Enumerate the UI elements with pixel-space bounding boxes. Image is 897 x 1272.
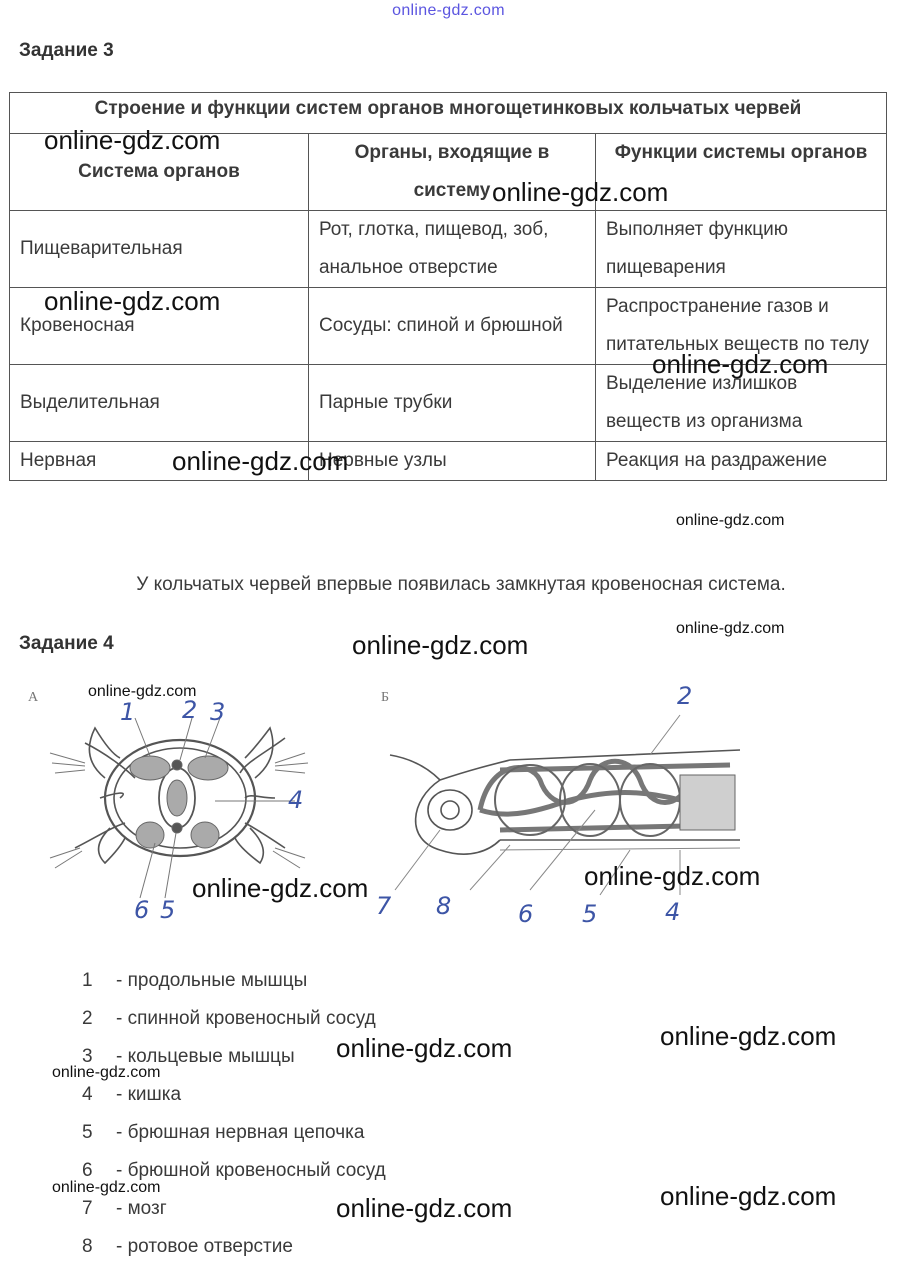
legend-number: 1 (82, 970, 93, 991)
table-cell: Выполняет функцию пищеварения (595, 211, 886, 288)
legend-number: 3 (82, 1046, 93, 1067)
figure-b-label: 7 (376, 892, 392, 920)
watermark: online-gdz.com (44, 125, 221, 155)
watermark: online-gdz.com (652, 349, 829, 379)
figure-a-label: 6 (134, 896, 150, 924)
task3-heading: Задание 3 (19, 40, 114, 61)
legend-text: - продольные мышцы (116, 970, 308, 991)
watermark: online-gdz.com (88, 683, 197, 700)
watermark: online-gdz.com (584, 861, 761, 891)
legend-number: 7 (82, 1198, 93, 1219)
table-cell: Распространение газов и питательных веществ по телу (595, 288, 886, 365)
legend-text: - брюшной кровеносный сосуд (116, 1160, 386, 1181)
figure-a-label: 5 (160, 896, 176, 924)
figure-b-label: 5 (582, 900, 598, 928)
conclusion-sentence: У кольчатых червей впервые появилась замкнутая кровеносная система. (136, 574, 786, 595)
table-caption: Строение и функции систем органов многощетинковых кольчатых червей (10, 93, 887, 134)
legend-number: 5 (82, 1122, 93, 1143)
column-header: Органы, входящие в систему (308, 134, 595, 211)
legend-text: - брюшная нервная цепочка (116, 1122, 365, 1143)
table-cell: Нервная (10, 442, 309, 481)
legend-item (82, 1122, 364, 1144)
task4-heading: Задание 4 (19, 633, 114, 654)
legend-item (82, 1236, 293, 1258)
watermark: online-gdz.com (336, 1033, 513, 1063)
column-header: Система органов (10, 134, 309, 211)
legend-number: 6 (82, 1160, 93, 1181)
watermark: online-gdz.com (44, 286, 221, 316)
figure-b-label: 4 (665, 898, 681, 926)
watermark: online-gdz.com (172, 446, 349, 476)
legend-text: - ротовое отверстие (116, 1236, 293, 1257)
legend-text: - мозг (116, 1198, 167, 1219)
watermark: online-gdz.com (660, 1181, 837, 1211)
figure-b-label: 6 (518, 900, 534, 928)
legend-number: 4 (82, 1084, 93, 1105)
watermark: online-gdz.com (492, 177, 669, 207)
table-row (10, 211, 887, 288)
legend-item (82, 1008, 376, 1030)
figure-b-label: 2 (677, 682, 693, 710)
figure-b-letter: Б (381, 690, 390, 705)
table-cell: Сосуды: спиной и брюшной (308, 288, 595, 365)
column-header: Функции системы органов (595, 134, 886, 211)
legend-item (82, 1084, 181, 1106)
table-cell: Кровеносная (10, 288, 309, 365)
watermark: online-gdz.com (660, 1021, 837, 1051)
figure-a-label: 2 (182, 696, 198, 724)
watermark: online-gdz.com (676, 620, 785, 637)
figure-a-label: 1 (120, 698, 136, 726)
legend-text: - кишка (116, 1084, 182, 1105)
site-watermark-top[interactable]: online-gdz.com (392, 2, 505, 19)
watermark: online-gdz.com (52, 1064, 161, 1081)
table-cell: Выделение излишков веществ из организма (595, 365, 886, 442)
watermark: online-gdz.com (52, 1179, 161, 1196)
table-cell: Реакция на раздражение (595, 442, 886, 481)
table-cell: Нервные узлы (308, 442, 595, 481)
figure-a-label: 4 (288, 786, 304, 814)
watermark: online-gdz.com (352, 630, 529, 660)
figure-a-label: 3 (210, 698, 226, 726)
legend-item (82, 1198, 167, 1220)
legend-text: - кольцевые мышцы (116, 1046, 295, 1067)
figure-b-label: 8 (436, 892, 452, 920)
table-cell: Парные трубки (308, 365, 595, 442)
table-row (10, 442, 887, 481)
table-cell: Выделительная (10, 365, 309, 442)
table-cell: Пищеварительная (10, 211, 309, 288)
table-cell: Рот, глотка, пищевод, зоб, анальное отверстие (308, 211, 595, 288)
watermark: online-gdz.com (336, 1193, 513, 1223)
legend-text: - спинной кровеносный сосуд (116, 1008, 376, 1029)
legend-number: 2 (82, 1008, 93, 1029)
figure-a-letter: А (28, 690, 39, 705)
watermark: online-gdz.com (192, 873, 369, 903)
legend-number: 8 (82, 1236, 93, 1257)
legend-item (82, 970, 307, 992)
watermark: online-gdz.com (676, 512, 785, 529)
